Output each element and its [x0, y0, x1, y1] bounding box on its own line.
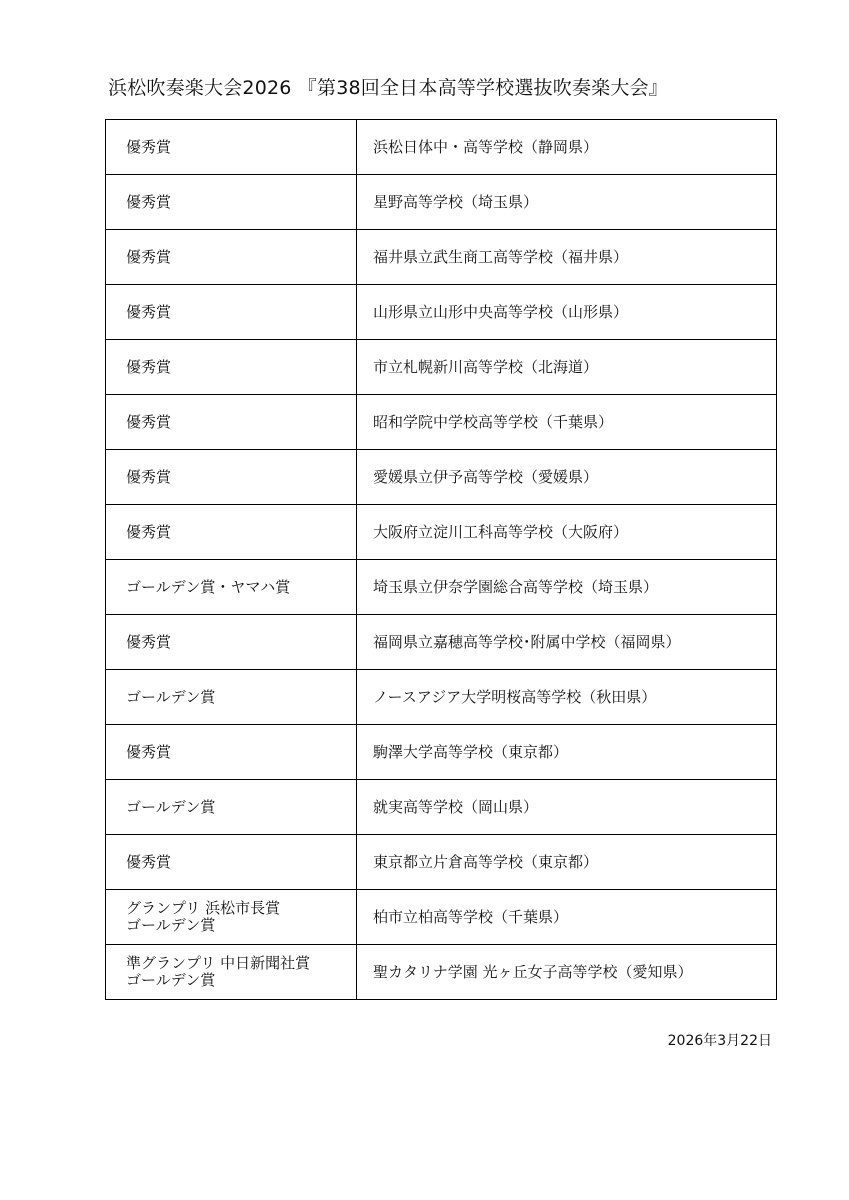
school-name: 就実高等学校（岡山県）: [373, 797, 539, 816]
award-name: ゴールデン賞・ヤマハ賞: [126, 577, 291, 596]
school-name: 星野高等学校（埼玉県）: [373, 192, 539, 211]
award-name: ゴールデン賞: [126, 797, 216, 816]
school-name: 東京都立片倉高等学校（東京都）: [373, 852, 599, 871]
school-cell: [357, 285, 777, 340]
table-row: [106, 780, 777, 835]
school-cell: [357, 505, 777, 560]
school-name: 山形県立山形中央高等学校（山形県）: [373, 302, 629, 321]
school-name: 市立札幌新川高等学校（北海道）: [373, 357, 599, 376]
award-cell: [106, 175, 357, 230]
school-name: 浜松日体中・高等学校（静岡県）: [373, 137, 599, 156]
school-cell: [357, 890, 777, 945]
table-row: [106, 230, 777, 285]
award-name: 優秀賞: [126, 467, 172, 486]
award-name: 優秀賞: [126, 247, 172, 266]
table-row: [106, 670, 777, 725]
school-cell: [357, 945, 777, 1000]
school-name: 聖カタリナ学園 光ヶ丘女子高等学校（愛知県）: [373, 962, 693, 981]
school-name: 駒澤大学高等学校（東京都）: [373, 742, 569, 761]
award-name: 優秀賞: [126, 412, 172, 431]
table-row: [106, 395, 777, 450]
table-row: [106, 945, 777, 1000]
school-name: 大阪府立淀川工科高等学校（大阪府）: [373, 522, 629, 541]
document-title: 浜松吹奏楽大会2026 『第38回全日本高等学校選抜吹奏楽大会』: [108, 77, 668, 99]
award-cell: [106, 560, 357, 615]
table-row: [106, 890, 777, 945]
school-cell: [357, 230, 777, 285]
award-name: ゴールデン賞: [126, 971, 216, 989]
award-cell: [106, 835, 357, 890]
school-cell: [357, 175, 777, 230]
award-name: ゴールデン賞: [126, 687, 216, 706]
award-cell: [106, 395, 357, 450]
school-cell: [357, 340, 777, 395]
award-name: 優秀賞: [126, 522, 172, 541]
award-cell: [106, 890, 357, 945]
award-cell: [106, 230, 357, 285]
school-cell: [357, 670, 777, 725]
school-cell: [357, 120, 777, 175]
award-name: グランプリ 浜松市長賞: [126, 899, 281, 917]
school-cell: [357, 395, 777, 450]
school-name: 昭和学院中学校高等学校（千葉県）: [373, 412, 614, 431]
award-cell: [106, 670, 357, 725]
school-cell: [357, 450, 777, 505]
school-name: 愛媛県立伊予高等学校（愛媛県）: [373, 467, 599, 486]
award-cell: [106, 615, 357, 670]
school-cell: [357, 835, 777, 890]
results-table-body: [106, 120, 777, 1000]
table-row: [106, 505, 777, 560]
award-name: 優秀賞: [126, 302, 172, 321]
award-cell: [106, 285, 357, 340]
award-name: 準グランプリ 中日新聞社賞: [126, 954, 311, 972]
table-row: [106, 340, 777, 395]
school-cell: [357, 560, 777, 615]
table-row: [106, 725, 777, 780]
award-name: 優秀賞: [126, 357, 172, 376]
table-row: [106, 285, 777, 340]
school-name: 柏市立柏高等学校（千葉県）: [373, 907, 569, 926]
table-row: [106, 120, 777, 175]
school-name: 福井県立武生商工高等学校（福井県）: [373, 247, 629, 266]
award-name: 優秀賞: [126, 137, 172, 156]
school-cell: [357, 615, 777, 670]
award-cell: [106, 725, 357, 780]
school-name: 福岡県立嘉穂高等学校･附属中学校（福岡県）: [373, 632, 681, 651]
award-cell: [106, 120, 357, 175]
award-name: 優秀賞: [126, 852, 172, 871]
table-row: [106, 615, 777, 670]
table-row: [106, 175, 777, 230]
table-row: [106, 450, 777, 505]
award-cell: [106, 945, 357, 1000]
award-name: 優秀賞: [126, 192, 172, 211]
award-name: ゴールデン賞: [126, 916, 216, 934]
school-name: ノースアジア大学明桜高等学校（秋田県）: [373, 687, 657, 706]
award-name: 優秀賞: [126, 632, 172, 651]
results-table: [105, 119, 777, 1000]
award-cell: [106, 780, 357, 835]
award-cell: [106, 450, 357, 505]
table-row: [106, 835, 777, 890]
issue-date: 2026年3月22日: [667, 1033, 772, 1049]
school-cell: [357, 725, 777, 780]
award-cell: [106, 505, 357, 560]
award-cell: [106, 340, 357, 395]
award-name: 優秀賞: [126, 742, 172, 761]
school-cell: [357, 780, 777, 835]
school-name: 埼玉県立伊奈学園総合高等学校（埼玉県）: [373, 577, 659, 596]
table-row: [106, 560, 777, 615]
